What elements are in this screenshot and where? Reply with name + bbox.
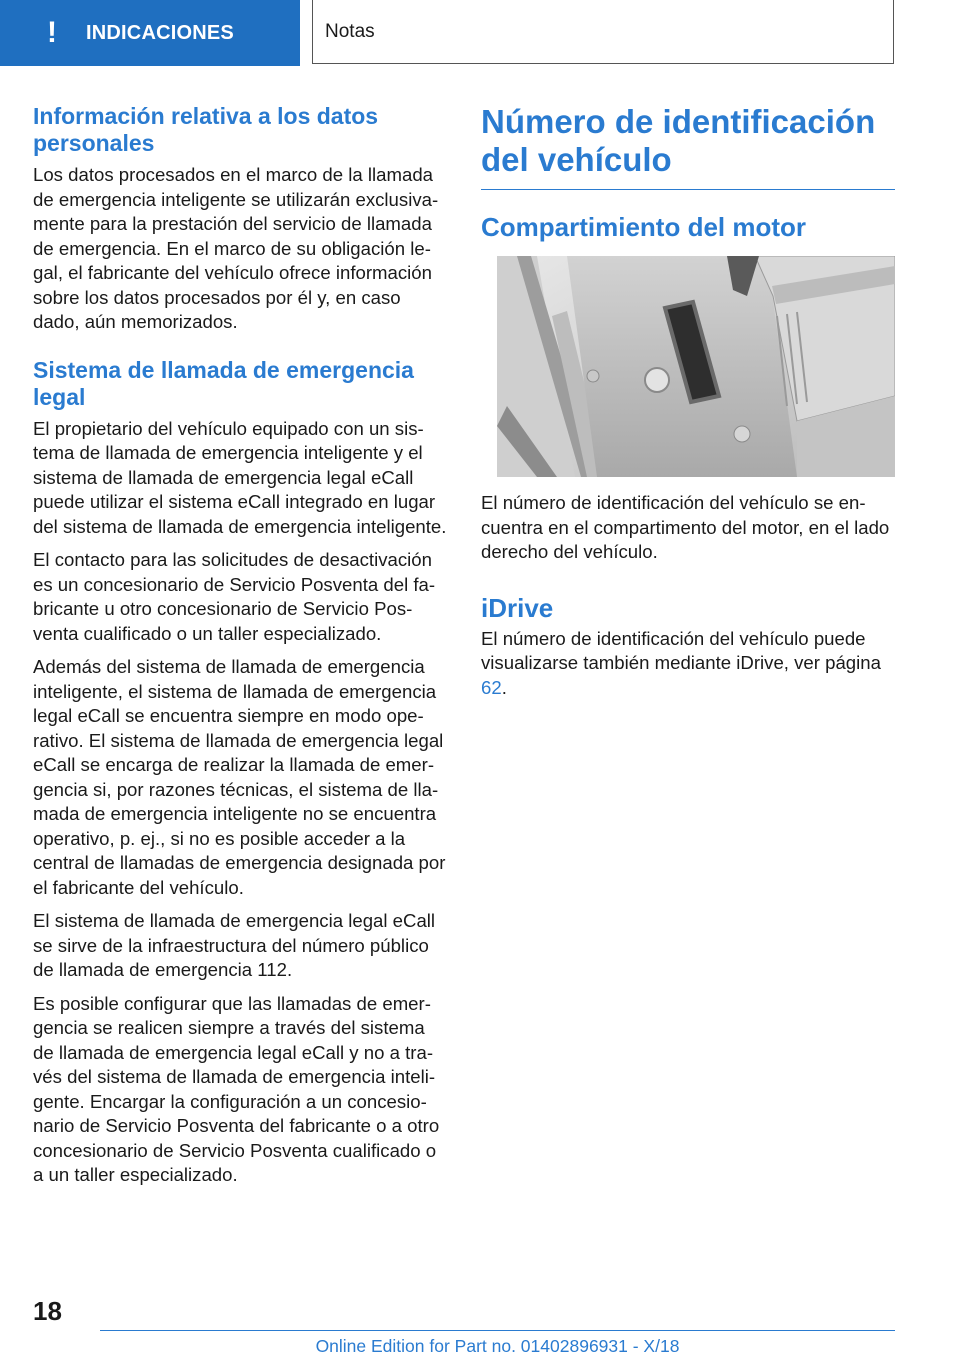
page-link-62[interactable]: 62 xyxy=(481,676,502,698)
paragraph-legal-5: Es posible configurar que las llamadas de emergencia se realicen siempre a través del sistema de llamada de emergencia legal eCall y no a través del sistema de llamada de emergencia inteligente. Encargar la configuración a un concesionario de Servicio Posventa del fabricante o a otro concesionario de Servicio Posventa cualificado o a un taller especializado. xyxy=(33,992,440,1185)
left-column xyxy=(33,103,447,1197)
paragraph-legal-2: El contacto para las solicitudes de desactivación es un concesionario de Servicio Posventa del fabricante u otro concesionario de Servicio Posventa cualificado o un taller especializado. xyxy=(33,549,436,644)
paragraph-personal-data: Los datos procesados en el marco de la llamada de emergencia inteligente se utilizarán exclusivamente para la prestación del servicio de llamada de emergencia. En el marco de su obligación legal, el fabricante del vehículo ofrece información sobre los datos procesados por él y, en caso dado, aún memorizados. xyxy=(33,164,439,332)
heading-personal-data: Información relativa a los datos personales xyxy=(33,103,379,156)
chapter-tab xyxy=(312,0,894,64)
footer-edition: Online Edition for Part no. 01402896931 - X/18 xyxy=(315,1336,680,1356)
paragraph-engine-compartment: El número de identificación del vehículo se encuentra en el compartimento del motor, en el lado derecho del vehículo. xyxy=(481,492,890,562)
paragraph-legal-3: Además del sistema de llamada de emergencia inteligente, el sistema de llamada de emergencia legal eCall se encuentra siempre en modo operativo. El sistema de llamada de emergencia legal eCall se encarga de realizar la llamada de emergencia si, por razones técnicas, el sistema de llamada de emergencia inteligente no se encuentra operativo, p. ej., si no es posible acceder a la central de llamadas de emergencia designada por el fabricante del vehículo. xyxy=(33,656,446,898)
heading-legal-ecall: Sistema de llamada de emergencia legal xyxy=(33,356,414,410)
page-number: 18 xyxy=(33,1296,62,1326)
page-title: Número de identificación del vehículo xyxy=(481,103,876,178)
heading-idrive: iDrive xyxy=(481,592,554,623)
exclamation-icon: ! xyxy=(47,16,57,49)
section-title: INDICACIONES xyxy=(86,21,234,44)
engine-compartment-photo xyxy=(497,256,895,477)
right-column xyxy=(481,103,895,709)
title-divider xyxy=(481,189,895,190)
section-tab xyxy=(0,0,300,66)
footer-divider xyxy=(100,1330,895,1331)
idrive-text: El número de identificación del vehículo puede visualizarse también mediante iDrive, ver página xyxy=(481,627,881,673)
paragraph-legal-4: El sistema de llamada de emergencia legal eCall se sirve de la infraestructura del número público de llamada de emergencia 112. xyxy=(33,910,436,980)
chapter-title: Notas xyxy=(325,20,375,42)
heading-engine-compartment: Compartimiento del motor xyxy=(481,212,807,242)
idrive-text-end: . xyxy=(501,676,507,698)
paragraph-idrive xyxy=(481,627,895,701)
paragraph-legal-1: El propietario del vehículo equipado con un sistema de llamada de emergencia inteligente y el sistema de llamada de emergencia legal eCall puede utilizar el sistema eCall integrado en lugar del sistema de llamada de emergencia inteligente. xyxy=(33,417,447,537)
